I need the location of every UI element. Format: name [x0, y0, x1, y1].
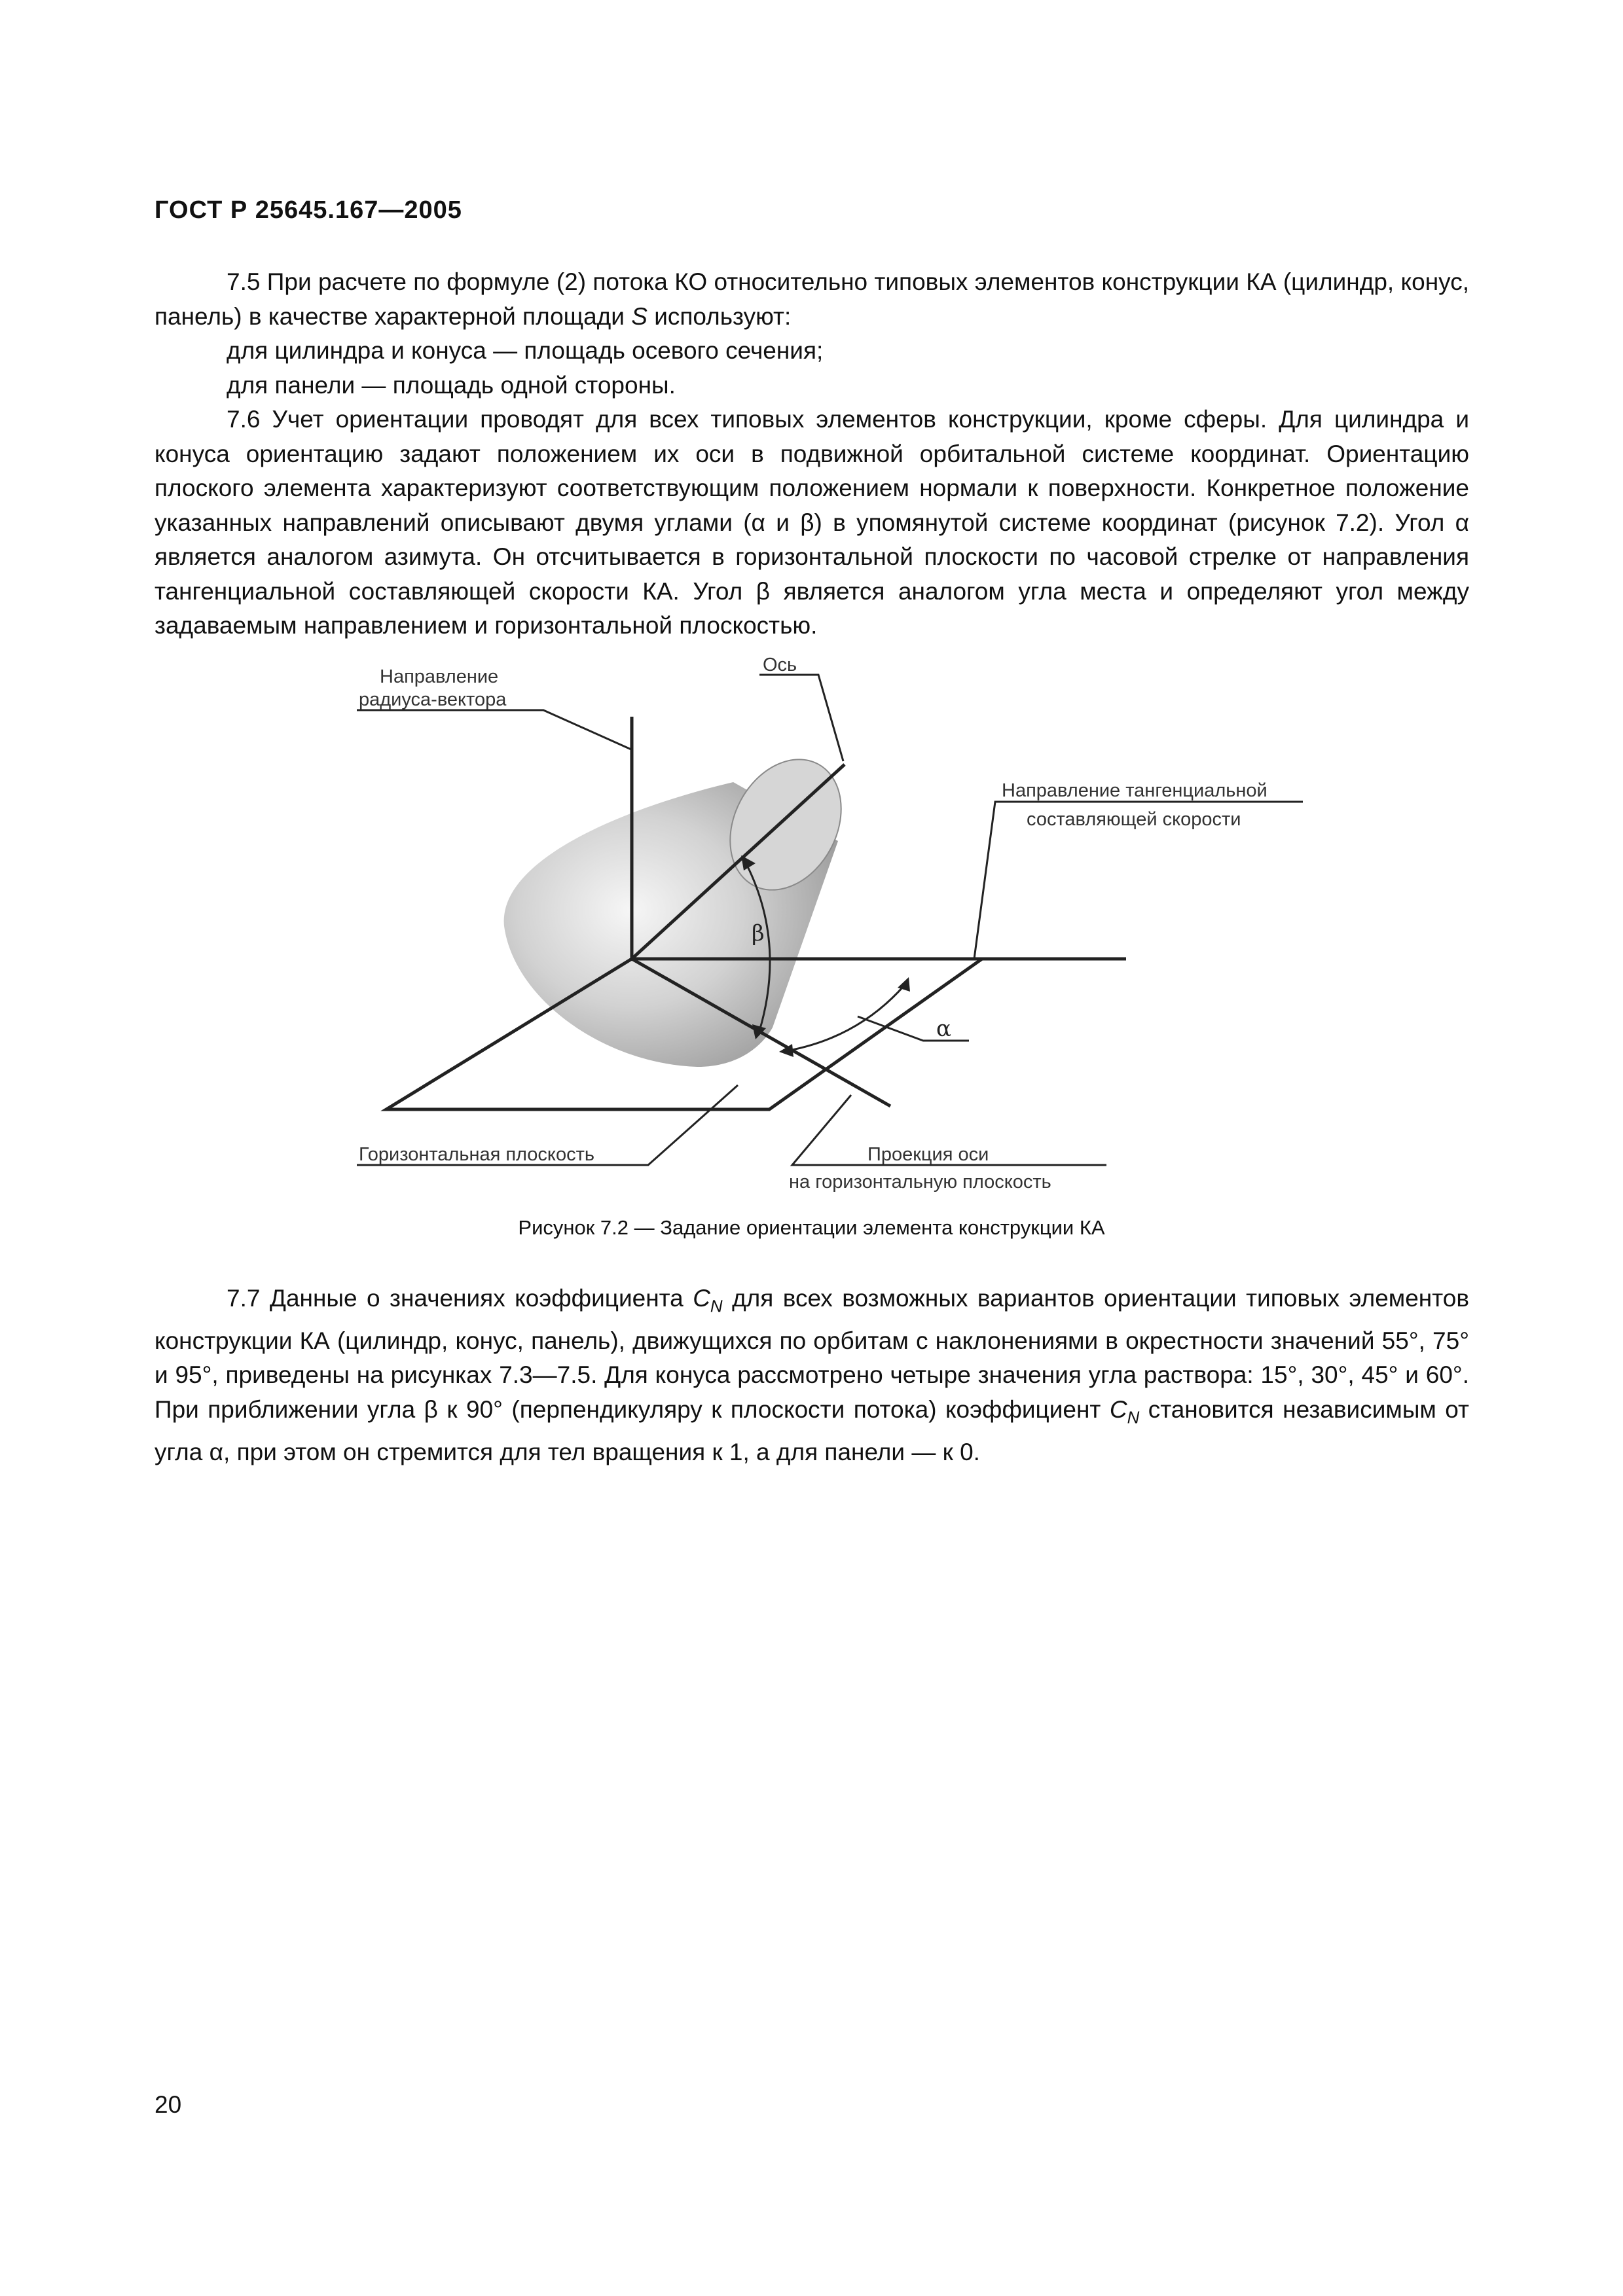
variable-s: S — [631, 302, 647, 330]
label-projection-line2: на горизонтальную плоскость — [789, 1172, 1051, 1193]
label-alpha: α — [936, 1016, 951, 1042]
variable-c-second: C — [1109, 1395, 1127, 1423]
document-header: ГОСТ Р 25645.167—2005 — [155, 196, 462, 224]
label-radius-line2: радиуса-вектора — [359, 689, 507, 710]
list-item-panel: для панели — площадь одной стороны. — [227, 371, 676, 399]
variable-cn-second — [1109, 1395, 1140, 1427]
variable-cn — [693, 1285, 723, 1316]
section-7-5-7-6 — [155, 265, 1469, 643]
axis-leader — [759, 675, 843, 761]
para-7-7-text-a: 7.7 Данные о значениях коэффициента — [227, 1285, 684, 1312]
label-projection-line1: Проекция оси — [867, 1144, 989, 1165]
label-beta: β — [752, 920, 765, 946]
label-axis: Ось — [763, 655, 797, 675]
variable-subscript-n: N — [710, 1297, 723, 1316]
section-7-7 — [155, 1282, 1469, 1469]
radius-leader — [357, 710, 631, 749]
paragraph-7-5 — [155, 265, 1469, 334]
label-tangent-line1: Направление тангенциальной — [1002, 780, 1267, 801]
orientation-diagram — [340, 645, 1309, 1198]
variable-subscript-n-second: N — [1127, 1408, 1140, 1427]
para-7-5-end: используют: — [654, 302, 792, 330]
page-number: 20 — [155, 2091, 182, 2118]
label-radius-line1: Направление — [380, 666, 499, 687]
para-7-7-text-b: для всех возможных вариантов ориентации типовых элементов конструкции КА (цилиндр, конус, панель), движущихся по орбитам с наклонениями в окрестности значений 55°, 75° и 95°, приведены на рисунках 7.3—7.5. Для конуса рассмотрено четыре значения угла раствора: 15°, 30°, 45° и 60°. При приближении угла β к 90° (перпендикуляру к плоскости потока) коэффициент — [155, 1285, 1469, 1423]
figure-7-2 — [340, 645, 1309, 1198]
variable-c: C — [693, 1285, 710, 1312]
label-plane: Горизонтальная плоскость — [359, 1144, 594, 1165]
label-tangent-line2: составляющей скорости — [1027, 809, 1241, 830]
paragraph-7-7 — [155, 1282, 1469, 1469]
list-item-cylinder: для цилиндра и конуса — площадь осевого сечения; — [227, 337, 824, 364]
figure-caption: Рисунок 7.2 — Задание ориентации элемента конструкции КА — [518, 1216, 1105, 1239]
para-7-5-text: 7.5 При расчете по формуле (2) потока КО относительно типовых элементов конструкции КА (цилиндр, конус, панель) в качестве характерной площади — [155, 268, 1469, 330]
para-7-7-text-c: становится независимым от угла α, при этом он стремится для тел вращения к 1, а для панели — к 0. — [155, 1395, 1469, 1465]
paragraph-7-6: 7.6 Учет ориентации проводят для всех типовых элементов конструкции, кроме сферы. Для цилиндра и конуса ориентацию задают положением их оси в подвижной орбитальной системе координат. Ориентацию плоского элемента характеризуют соответствующим положением нормали к поверхности. Конкретное положение указанных направлений описывают двумя углами (α и β) в упомянутой системе координат (рисунок 7.2). Угол α является аналогом азимута. Он отсчитывается в горизонтальной плоскости по часовой стрелке от направления тангенциальной составляющей скорости КА. Угол β является аналогом угла места и определяют угол между задаваемым направлением и горизонтальной плоскостью. — [155, 406, 1469, 639]
alpha-arc — [789, 986, 903, 1050]
